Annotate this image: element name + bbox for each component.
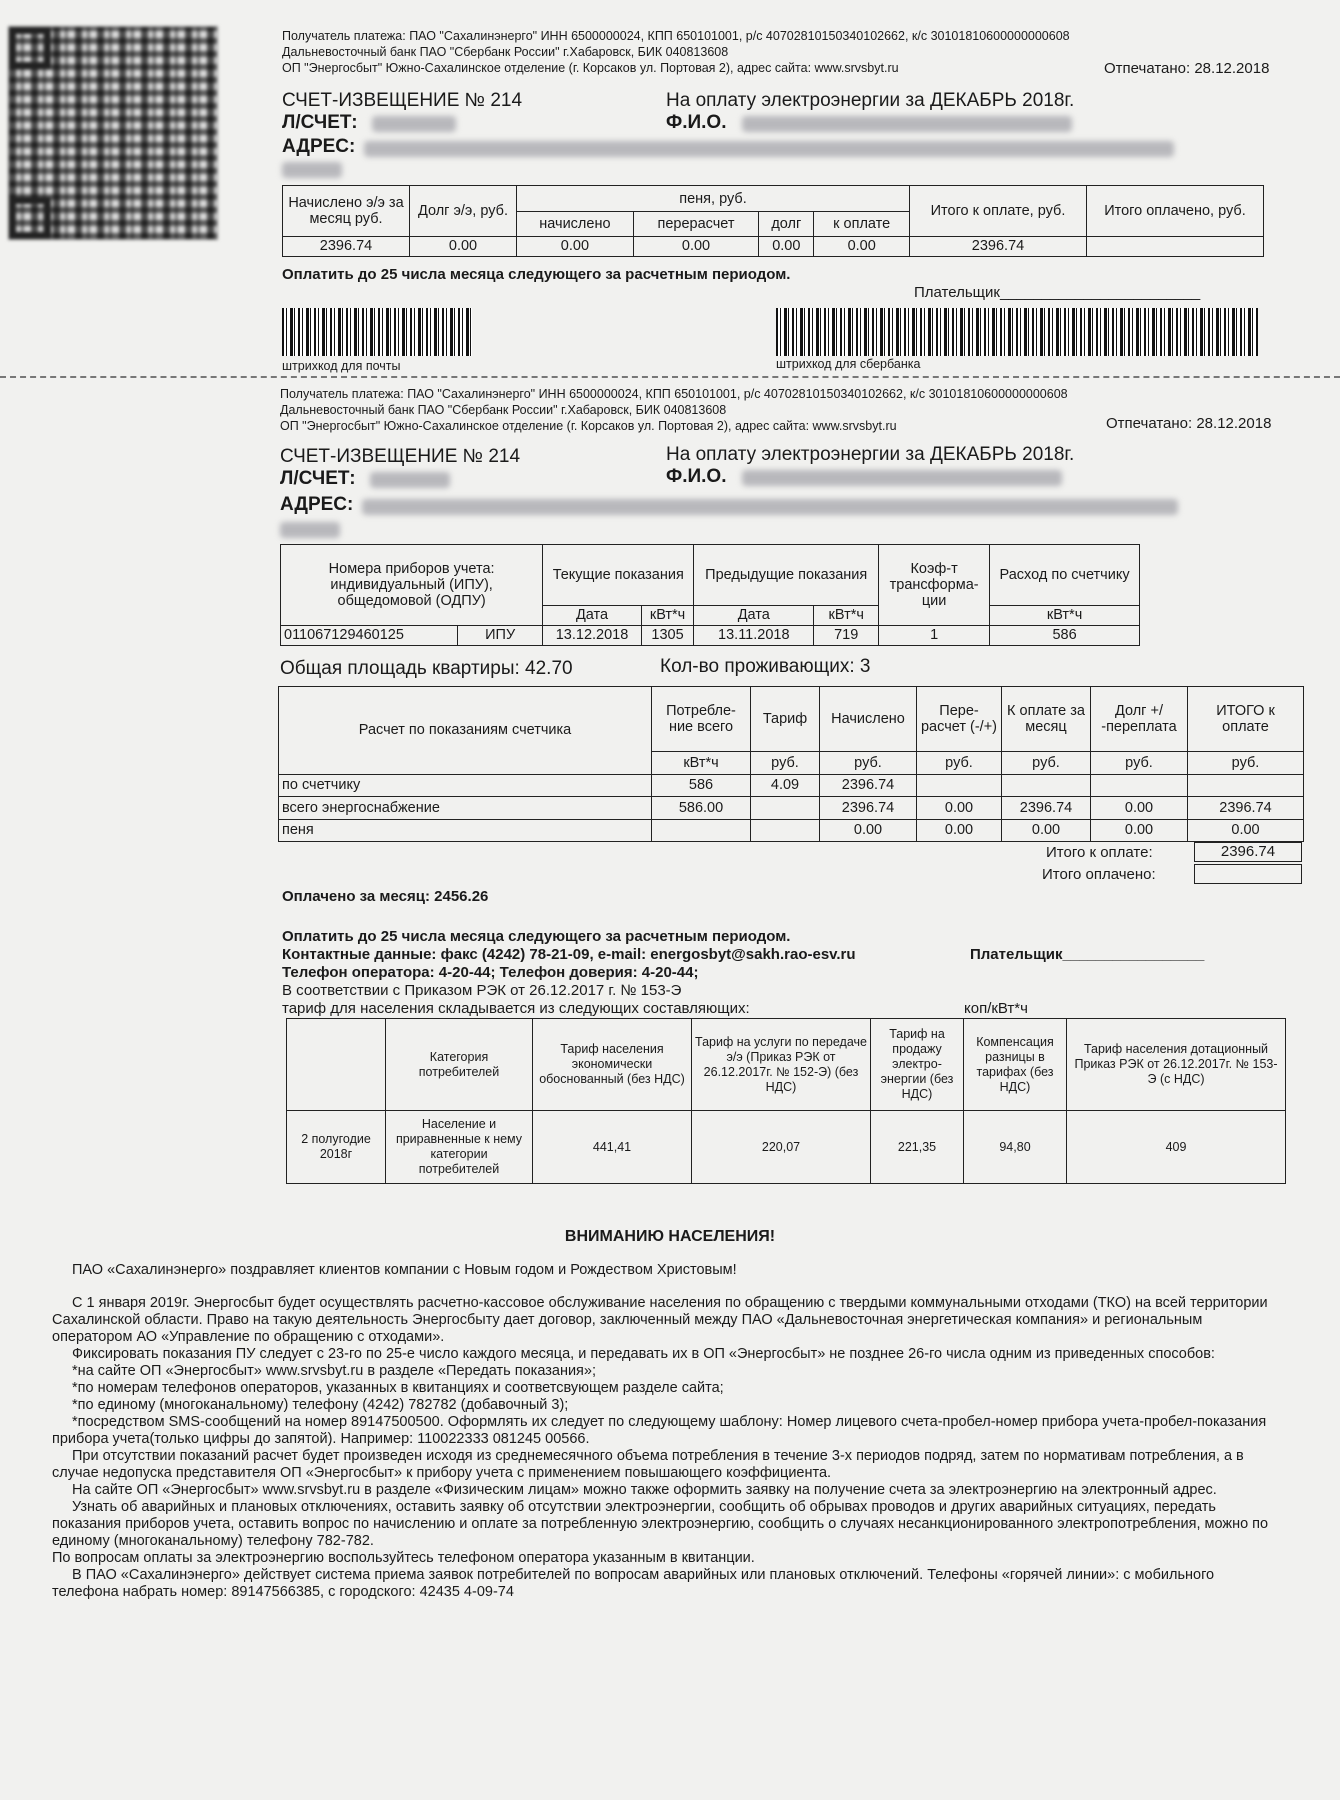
col-current: Текущие показания: [543, 545, 694, 606]
address-redacted-2: [280, 522, 340, 538]
cell: 2396.74: [1188, 797, 1304, 819]
cell: 0.00: [1002, 819, 1091, 841]
col-usage: Расход по счетчику: [990, 545, 1140, 606]
col-paid: Итого оплачено, руб.: [1087, 186, 1264, 237]
cell: 0.00: [917, 797, 1002, 819]
tariff-unit: коп/кВт*ч: [964, 1000, 1028, 1017]
cell: 221,35: [871, 1111, 964, 1184]
col-consumption: Потребле-ние всего: [652, 687, 751, 752]
office-line: ОП "Энергосбыт" Южно-Сахалинское отделение (г. Корсаков ул. Портовая 2), адрес сайта: www.srvsbyt.ru: [280, 419, 897, 433]
notice-paragraph: В ПАО «Сахалинэнерго» действует система приема заявок потребителей по вопросам аварийных или плановых отключений. Телефоны «горячей линии»: с мобильного телефона набрать номер: 89147566385, с городского: 42435 4-09-74: [52, 1567, 1215, 1600]
cut-line: [0, 376, 1340, 378]
cell: [917, 774, 1002, 796]
notice-paragraph: По вопросам оплаты за электроэнергию воспользуйтесь телефоном оператора указанным в квитанции.: [52, 1550, 755, 1566]
col-date: Дата: [694, 605, 814, 625]
recipient-line: Получатель платежа: ПАО "Сахалинэнерго" ИНН 6500000024, КПП 650101001, р/с 40702810150340102662, к/с 30101810600000000608: [280, 387, 1068, 401]
col-economic-tariff: Тариф населения экономически обоснованный (без НДС): [533, 1019, 692, 1111]
invoice-purpose-2: На оплату электроэнергии за ДЕКАБРЬ 2018г.: [666, 444, 1075, 465]
cell: [1091, 774, 1188, 796]
col-pen-debt: долг: [759, 212, 814, 236]
col-total: ИТОГО к оплате: [1188, 687, 1304, 752]
printed-date-1: Отпечатано: 28.12.2018: [1104, 60, 1270, 77]
total-paid-value: [1194, 864, 1302, 884]
cell: [1188, 774, 1304, 796]
tariff-table: [286, 1018, 1286, 1184]
col-charged: Начислено э/э за месяц руб.: [283, 186, 410, 237]
cell: 2396.74: [283, 236, 410, 256]
cell: [1087, 236, 1264, 256]
cell: 2396.74: [910, 236, 1087, 256]
unit: руб.: [1091, 752, 1188, 774]
bank-line: Дальневосточный банк ПАО "Сбербанк России" г.Хабаровск, БИК 040813608: [280, 403, 727, 417]
col-total: Итого к оплате, руб.: [910, 186, 1087, 237]
recipient-block-1: [282, 28, 1182, 76]
address-redacted-2: [282, 162, 342, 178]
cell: Население и приравненные к нему категории потребителей: [386, 1111, 533, 1184]
cell: 0.00: [633, 236, 758, 256]
account-redacted: [372, 116, 456, 132]
cell: 586: [990, 625, 1140, 645]
table-row: [279, 797, 1304, 819]
barcode-sber-label: штрихкод для сбербанка: [776, 357, 921, 371]
table-row: [279, 819, 1304, 841]
cell: [1002, 774, 1091, 796]
cell: 0.00: [820, 819, 917, 841]
cell: 220,07: [692, 1111, 871, 1184]
invoice-title-1: СЧЕТ-ИЗВЕЩЕНИЕ № 214: [282, 90, 523, 111]
cell: [652, 819, 751, 841]
unit: руб.: [1188, 752, 1304, 774]
cell: [751, 797, 820, 819]
cell: 0.00: [917, 819, 1002, 841]
tariff-note: тариф для населения складывается из следующих составляющих:: [282, 1000, 750, 1017]
notice-list-item: *по номерам телефонов операторов, указанных в квитанциях и соответсвующем разделе сайта;: [72, 1380, 724, 1396]
account-label-2: Л/СЧЕТ:: [280, 468, 356, 489]
address-redacted: [364, 141, 1174, 157]
cell: [751, 819, 820, 841]
recipient-line: Получатель платежа: ПАО "Сахалинэнерго" ИНН 6500000024, КПП 650101001, р/с 40702810150340102662, к/с 30101810600000000608: [282, 29, 1070, 43]
notice-paragraph: ПАО «Сахалинэнерго» поздравляет клиентов компании с Новым годом и Рождеством Христовым!: [72, 1262, 737, 1278]
notice-body: [52, 1262, 1282, 1601]
total-due-label: Итого к оплате:: [1046, 844, 1153, 861]
table-row: [279, 774, 1304, 796]
unit: руб.: [1002, 752, 1091, 774]
col-penalty: пеня, руб.: [517, 186, 910, 212]
barcode-post: [282, 308, 472, 356]
col-recalc: Пере-расчет (-/+): [917, 687, 1002, 752]
notice-list-item: *на сайте ОП «Энергосбыт» www.srvsbyt.ru в разделе «Передать показания»;: [72, 1363, 596, 1379]
cell: 0.00: [1091, 819, 1188, 841]
cell: 0.00: [1091, 797, 1188, 819]
cell: 0.00: [1188, 819, 1304, 841]
notice-list-item: *по единому (многоканальному) телефону (4242) 782782 (добавочный 3);: [72, 1397, 569, 1413]
calc-table: [278, 686, 1304, 842]
bank-line: Дальневосточный банк ПАО "Сбербанк России" г.Хабаровск, БИК 040813608: [282, 45, 729, 59]
summary-table: [282, 185, 1264, 257]
cell: 719: [814, 625, 879, 645]
notice-paragraph: Фиксировать показания ПУ следует с 23-го по 25-е число каждого месяца, и передавать их в ОП «Энергосбыт» не позднее 26-го числа одним из приведенных способов:: [72, 1346, 1215, 1362]
cell: 586.00: [652, 797, 751, 819]
notice-paragraph: С 1 января 2019г. Энергосбыт будет осуществлять расчетно-кассовое обслуживание населения по обращению с твердыми коммунальными отходами (ТКО) на всей территории Сахалинской области. Право на такую деятельность Энергосбыту дает договор, заключенный между ПАО «Дальневосточная энергетическая компания» и региональным оператором АО «Управление по обращению с отходами».: [52, 1295, 1268, 1345]
cell: 13.12.2018: [543, 625, 642, 645]
pay-until-2: Оплатить до 25 числа месяца следующего за расчетным периодом.: [282, 928, 791, 945]
col-pen-due: к оплате: [814, 212, 910, 236]
meter-table: [280, 544, 1140, 646]
fio-label-1: Ф.И.О.: [666, 112, 727, 133]
col-tariff: Тариф: [751, 687, 820, 752]
col-monthly: К оплате за месяц: [1002, 687, 1091, 752]
table-row: [287, 1111, 1286, 1184]
col-pen-charged: начислено: [517, 212, 634, 236]
cell: 0.00: [759, 236, 814, 256]
cell: 1: [879, 625, 990, 645]
col-charged: Начислено: [820, 687, 917, 752]
col-debt: Долг +/ -переплата: [1091, 687, 1188, 752]
invoice-purpose-1: На оплату электроэнергии за ДЕКАБРЬ 2018г.: [666, 90, 1075, 111]
recipient-block-2: [280, 386, 1180, 434]
cell: 011067129460125: [281, 625, 458, 645]
cell: 13.11.2018: [694, 625, 814, 645]
col-compensation: Компенсация разницы в тарифах (без НДС): [964, 1019, 1067, 1111]
col-meter-numbers: Номера приборов учета: индивидуальный (ИПУ), общедомовой (ОДПУ): [281, 545, 543, 626]
cell: 4.09: [751, 774, 820, 796]
pay-until-1: Оплатить до 25 числа месяца следующего за расчетным периодом.: [282, 266, 791, 283]
fio-redacted: [742, 470, 1062, 486]
barcode-sber: [776, 308, 1258, 356]
fio-label-2: Ф.И.О.: [666, 466, 727, 487]
cell: 94,80: [964, 1111, 1067, 1184]
col-pen-recalc: перерасчет: [633, 212, 758, 236]
cell: 586: [652, 774, 751, 796]
cell: 2396.74: [820, 774, 917, 796]
cell: всего энергоснабжение: [279, 797, 652, 819]
address-redacted: [362, 499, 1178, 515]
total-due-value: 2396.74: [1194, 842, 1302, 862]
fio-redacted: [742, 116, 1072, 132]
qr-code: [8, 26, 218, 240]
col-kwh: кВт*ч: [814, 605, 879, 625]
cell: пеня: [279, 819, 652, 841]
col-debt: Долг э/э, руб.: [410, 186, 517, 237]
notice-paragraph: При отсутствии показаний расчет будет произведен исходя из среднемесячного объема потребления в течение 3-х периодов подряд, затем по нормативам потребления, а в случае недопуска представителя ОП «Энергосбыт» к прибору учета с применением повышающего коэффициента.: [52, 1448, 1244, 1481]
col-sale-tariff: Тариф на продажу электро-энергии (без НДС): [871, 1019, 964, 1111]
cell: по счетчику: [279, 774, 652, 796]
cell: 441,41: [533, 1111, 692, 1184]
cell: 2396.74: [820, 797, 917, 819]
col-date: Дата: [543, 605, 642, 625]
payer-label-2: Плательщик_________________: [970, 946, 1205, 963]
apartment-area: Общая площадь квартиры: 42.70: [280, 658, 573, 679]
account-label-1: Л/СЧЕТ:: [282, 112, 358, 133]
printed-date-2: Отпечатано: 28.12.2018: [1106, 415, 1272, 432]
notice-list-item: *посредством SMS-сообщений на номер 89147500500. Оформлять их следует по следующему шаблону: Номер лицевого счета-пробел-номер прибора учета-пробел-показания прибора учета(только цифры до запятой). Например: 110022333 081245 00566.: [52, 1414, 1267, 1447]
col-kwh: кВт*ч: [990, 605, 1140, 625]
notice-paragraph: Узнать об аварийных и плановых отключениях, оставить заявку об отсутствии электроэнергии, сообщить об обрывах проводов и других аварийных ситуациях, передать показания приборов учета, оставить вопрос по начислению и оплате за потребленную электроэнергию, сообщить о случаях несанкционированного электропотребления, можно по единому (многоканальному) телефону 782-782.: [52, 1499, 1269, 1549]
cell: 0.00: [814, 236, 910, 256]
unit: руб.: [751, 752, 820, 774]
order-ref: В соответствии с Приказом РЭК от 26.12.2017 г. № 153-Э: [282, 982, 682, 999]
paid-month: Оплачено за месяц: 2456.26: [282, 888, 489, 905]
residents-count: Кол-во проживающих: 3: [660, 656, 871, 677]
col-subsidized-tariff: Тариф населения дотационный Приказ РЭК от 26.12.2017г. № 153-Э (с НДС): [1067, 1019, 1286, 1111]
cell: 2 полугодие 2018г: [287, 1111, 386, 1184]
cell: 2396.74: [1002, 797, 1091, 819]
cell: 1305: [641, 625, 693, 645]
col-calc: Расчет по показаниям счетчика: [279, 687, 652, 775]
payer-label-1: Плательщик________________________: [914, 284, 1201, 301]
barcode-post-label: штрихкод для почты: [282, 359, 401, 373]
account-redacted: [370, 472, 450, 488]
unit: кВт*ч: [652, 752, 751, 774]
cell: 0.00: [410, 236, 517, 256]
table-row: [283, 236, 1264, 256]
col-coef: Коэф-т трансформа-ции: [879, 545, 990, 626]
phones: Телефон оператора: 4-20-44; Телефон доверия: 4-20-44;: [282, 964, 699, 981]
office-line: ОП "Энергосбыт" Южно-Сахалинское отделение (г. Корсаков ул. Портовая 2), адрес сайта: www.srvsbyt.ru: [282, 61, 899, 75]
col-category: Категория потребителей: [386, 1019, 533, 1111]
col-period: [287, 1019, 386, 1111]
col-previous: Предыдущие показания: [694, 545, 879, 606]
address-label-2: АДРЕС:: [280, 494, 354, 515]
table-row: [281, 625, 1140, 645]
notice-title: ВНИМАНИЮ НАСЕЛЕНИЯ!: [564, 1228, 776, 1245]
contacts: Контактные данные: факс (4242) 78-21-09, e-mail: energosbyt@sakh.rao-esv.ru: [282, 946, 856, 963]
unit: руб.: [917, 752, 1002, 774]
col-kwh: кВт*ч: [641, 605, 693, 625]
invoice-title-2: СЧЕТ-ИЗВЕЩЕНИЕ № 214: [280, 446, 521, 467]
unit: руб.: [820, 752, 917, 774]
notice-paragraph: На сайте ОП «Энергосбыт» www.srvsbyt.ru в разделе «Физическим лицам» можно также оформить заявку на получение счета за электроэнергию на электронный адрес.: [72, 1482, 1217, 1498]
total-paid-label: Итого оплачено:: [1042, 866, 1156, 883]
cell: 0.00: [517, 236, 634, 256]
col-transfer-tariff: Тариф на услуги по передаче э/э (Приказ РЭК от 26.12.2017г. № 152-Э) (без НДС): [692, 1019, 871, 1111]
cell: ИПУ: [458, 625, 543, 645]
address-label-1: АДРЕС:: [282, 136, 356, 157]
cell: 409: [1067, 1111, 1286, 1184]
